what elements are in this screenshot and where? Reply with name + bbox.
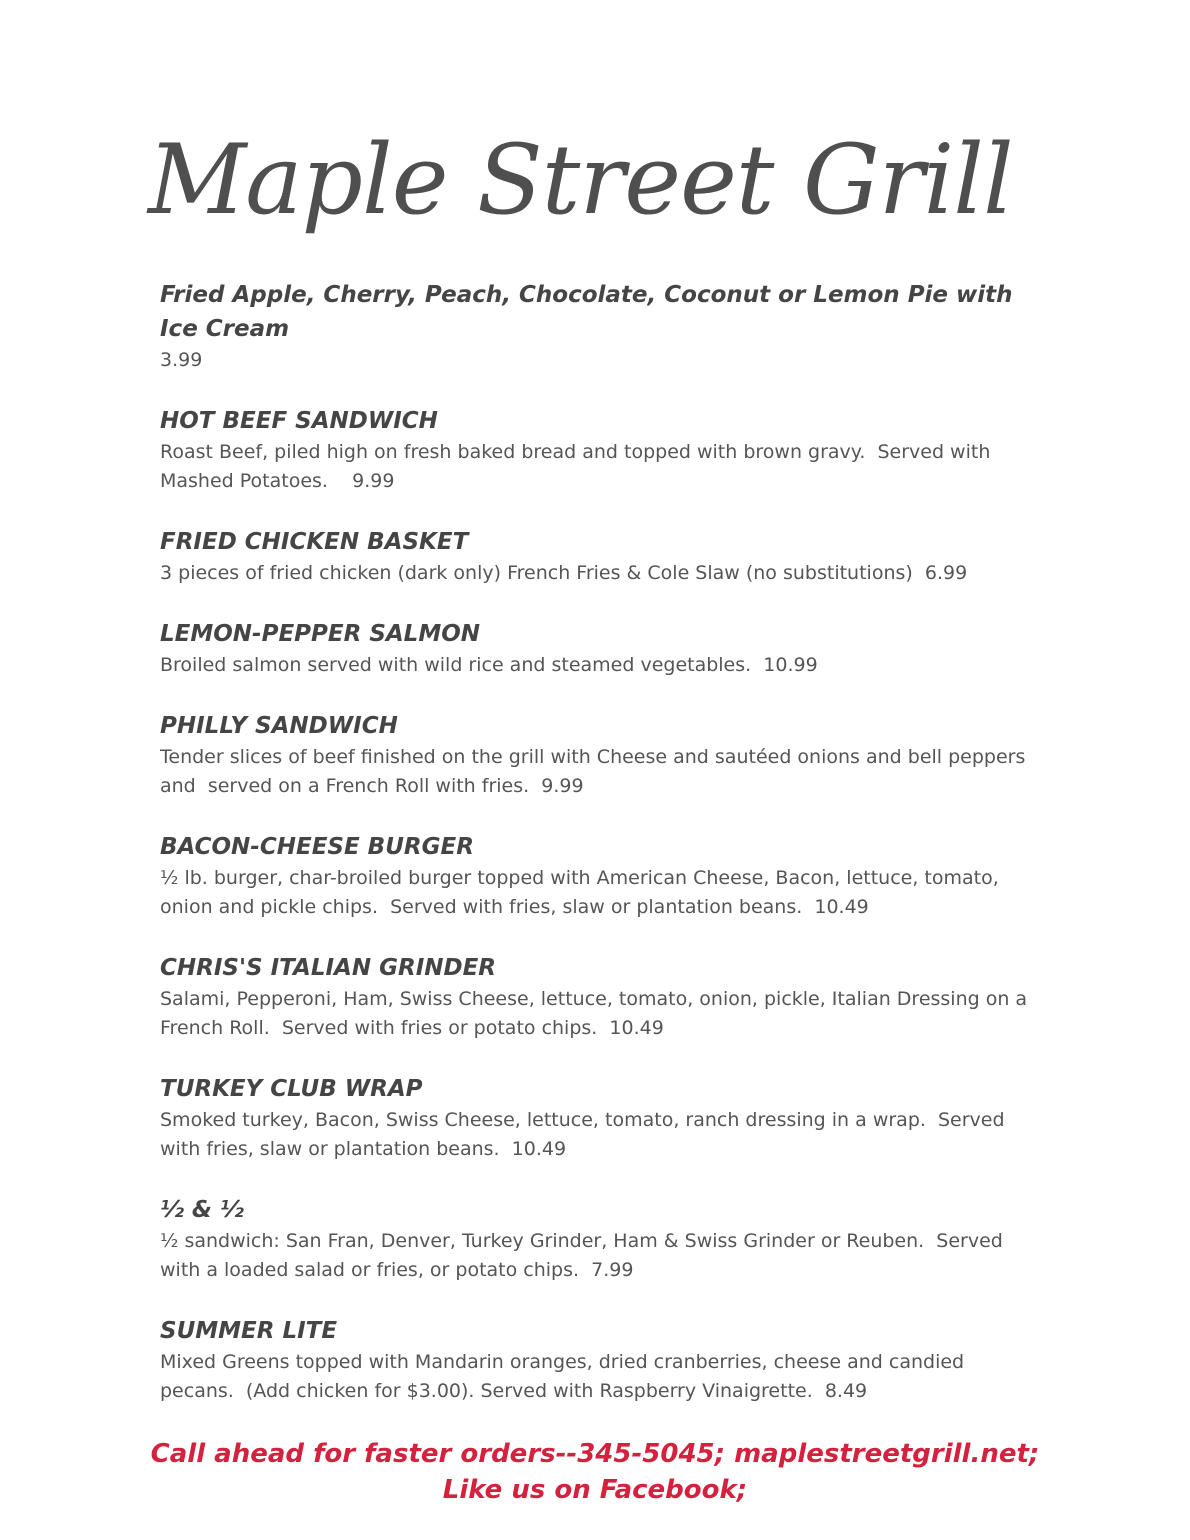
menu-item-fried-chicken-basket (160, 525, 1040, 588)
menu-item-name: BACON-CHEESE BURGER (160, 834, 474, 860)
contact-footer (95, 1436, 1095, 1508)
menu-item-name: ½ & ½ (160, 1197, 244, 1223)
menu-list (160, 278, 1040, 1435)
menu-item-hot-beef-sandwich (160, 404, 1040, 496)
menu-item-name: FRIED CHICKEN BASKET (160, 529, 469, 555)
menu-item-name: CHRIS'S ITALIAN GRINDER (160, 955, 497, 981)
menu-item-turkey-club-wrap (160, 1072, 1040, 1164)
menu-item-half-and-half (160, 1193, 1040, 1285)
menu-item-description: Salami, Pepperoni, Ham, Swiss Cheese, lettuce, tomato, onion, pickle, Italian Dressing on a French Roll. Served with fries or potato chips. 10.49 (160, 988, 1034, 1039)
menu-item-description: Mixed Greens topped with Mandarin oranges, dried cranberries, cheese and candied pecans. (Add chicken for $3.00). Served with Raspberry Vinaigrette. 8.49 (160, 1351, 971, 1402)
menu-item-description: Broiled salmon served with wild rice and steamed vegetables. 10.99 (160, 654, 818, 676)
menu-item-name: Fried Apple, Cherry, Peach, Chocolate, Coconut or Lemon Pie with Ice Cream (160, 282, 1013, 342)
menu-item-bacon-cheese-burger (160, 830, 1040, 922)
menu-item-description: ½ sandwich: San Fran, Denver, Turkey Grinder, Ham & Swiss Grinder or Reuben. Served with a loaded salad or fries, or potato chips. 7.99 (160, 1230, 1009, 1281)
menu-item-name: PHILLY SANDWICH (160, 713, 398, 739)
menu-item-name: TURKEY CLUB WRAP (160, 1076, 423, 1102)
menu-item-description: 3.99 (160, 349, 203, 371)
restaurant-title: Maple Street Grill (148, 124, 1013, 236)
menu-item-description: Roast Beef, piled high on fresh baked bread and topped with brown gravy. Served with Mashed Potatoes. 9.99 (160, 441, 997, 492)
menu-item-description: Tender slices of beef finished on the grill with Cheese and sautéed onions and bell peppers and served on a French Roll with fries. 9.99 (160, 746, 1032, 797)
footer-contact-line: Call ahead for faster orders--345-5045; maplestreetgrill.net; (150, 1439, 1040, 1469)
menu-item-summer-lite (160, 1314, 1040, 1406)
menu-item-description: Smoked turkey, Bacon, Swiss Cheese, lettuce, tomato, ranch dressing in a wrap. Served with fries, slaw or plantation beans. 10.49 (160, 1109, 1011, 1160)
menu-item-description: ½ lb. burger, char-broiled burger topped with American Cheese, Bacon, lettuce, tomato, onion and pickle chips. Served with fries, slaw or plantation beans. 10.49 (160, 867, 1005, 918)
footer-facebook-line: Like us on Facebook; (442, 1475, 748, 1505)
menu-item-description: 3 pieces of fried chicken (dark only) French Fries & Cole Slaw (no substitutions) 6.99 (160, 562, 968, 584)
menu-item-name: LEMON-PEPPER SALMON (160, 621, 481, 647)
menu-item-name: HOT BEEF SANDWICH (160, 408, 438, 434)
menu-item-lemon-pepper-salmon (160, 617, 1040, 680)
menu-item-philly-sandwich (160, 709, 1040, 801)
menu-item-name: SUMMER LITE (160, 1318, 338, 1344)
menu-item-pie (160, 278, 1040, 375)
menu-item-italian-grinder (160, 951, 1040, 1043)
